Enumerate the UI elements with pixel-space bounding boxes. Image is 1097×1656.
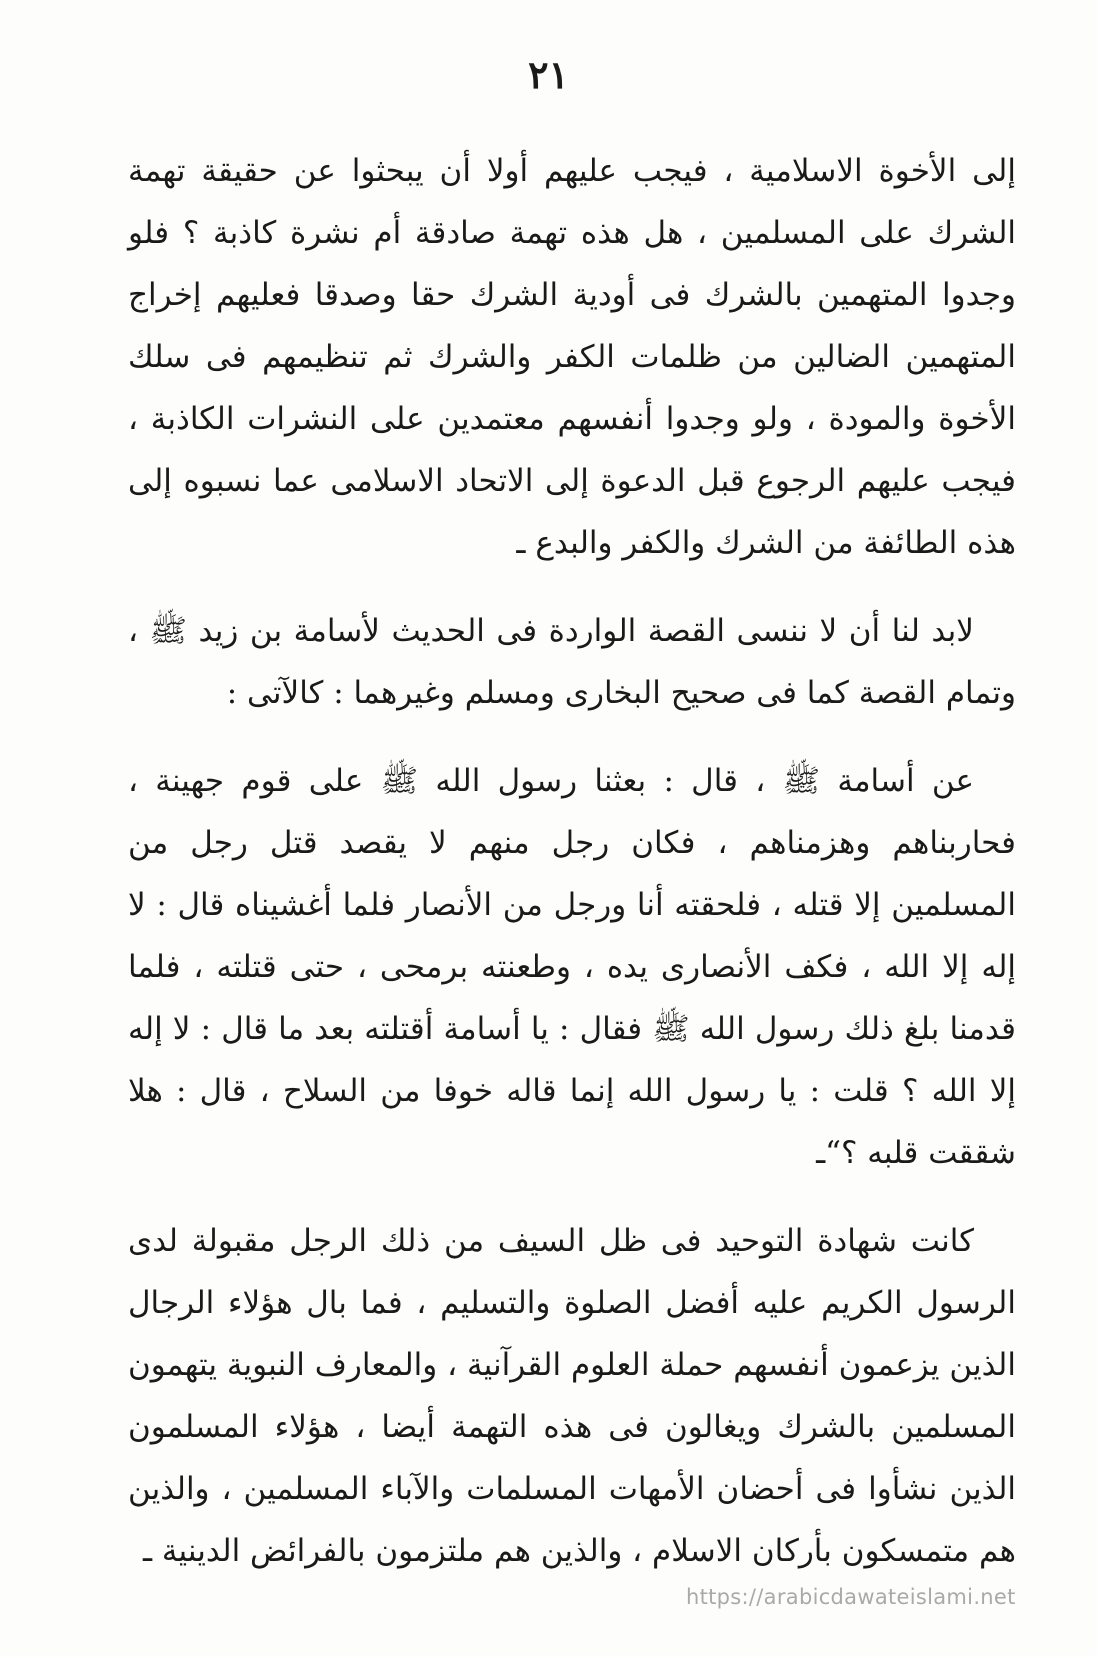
- page-number: ٢١: [528, 52, 569, 97]
- paragraph-2: لابد لنا أن لا ننسى القصة الواردة فى الحديث لأسامة بن زيد ﷺ ، وتمام القصة كما فى صحيح البخارى ومسلم وغيرهما : كالآتى :: [128, 613, 1016, 711]
- paragraph-3: عن أسامة ﷺ ، قال : بعثنا رسول الله ﷺ على قوم جهينة ، فحاربناهم وهزمناهم ، فكان رجل منهم لا يقصد قتل رجل من المسلمين إلا قتله ، فلحقته أنا ورجل من الأنصار فلما أغشيناه قال : لا إله إلا الله ، فكف الأنصارى يده ، وطعنته برمحى ، حتى قتلته ، فلما قدمنا بلغ ذلك رسول الله ﷺ فقال : يا أسامة أقتلته بعد ما قال : لا إله إلا الله ؟ قلت : يا رسول الله إنما قاله خوفا من السلاح ، قال : هلا شققت قلبه ؟“ـ: [128, 763, 1016, 1171]
- source-watermark: https://arabicdawateislami.net: [686, 1585, 1016, 1609]
- paragraph-4: كانت شهادة التوحيد فى ظل السيف من ذلك الرجل مقبولة لدى الرسول الكريم عليه أفضل الصلوة والتسليم ، فما بال هؤلاء الرجال الذين يزعمون أنفسهم حملة العلوم القرآنية ، والمعارف النبوية يتهمون المسلمين بالشرك ويغالون فى هذه التهمة أيضا ، هؤلاء المسلمون الذين نشأوا فى أحضان الأمهات المسلمات والآباء المسلمين ، والذين هم متمسكون بأركان الاسلام ، والذين هم ملتزمون بالفرائض الدينية ـ: [128, 1223, 1016, 1569]
- page-body: [128, 140, 1016, 1608]
- paragraph-1: إلى الأخوة الاسلامية ، فيجب عليهم أولا أن يبحثوا عن حقيقة تهمة الشرك على المسلمين ، هل هذه تهمة صادقة أم نشرة كاذبة ؟ فلو وجدوا المتهمين بالشرك فى أودية الشرك حقا وصدقا فعليهم إخراج المتهمين الضالين من ظلمات الكفر والشرك ثم تنظيمهم فى سلك الأخوة والمودة ، ولو وجدوا أنفسهم معتمدين على النشرات الكاذبة ، فيجب عليهم الرجوع قبل الدعوة إلى الاتحاد الاسلامى عما نسبوه إلى هذه الطائفة من الشرك والكفر والبدع ـ: [128, 153, 1016, 561]
